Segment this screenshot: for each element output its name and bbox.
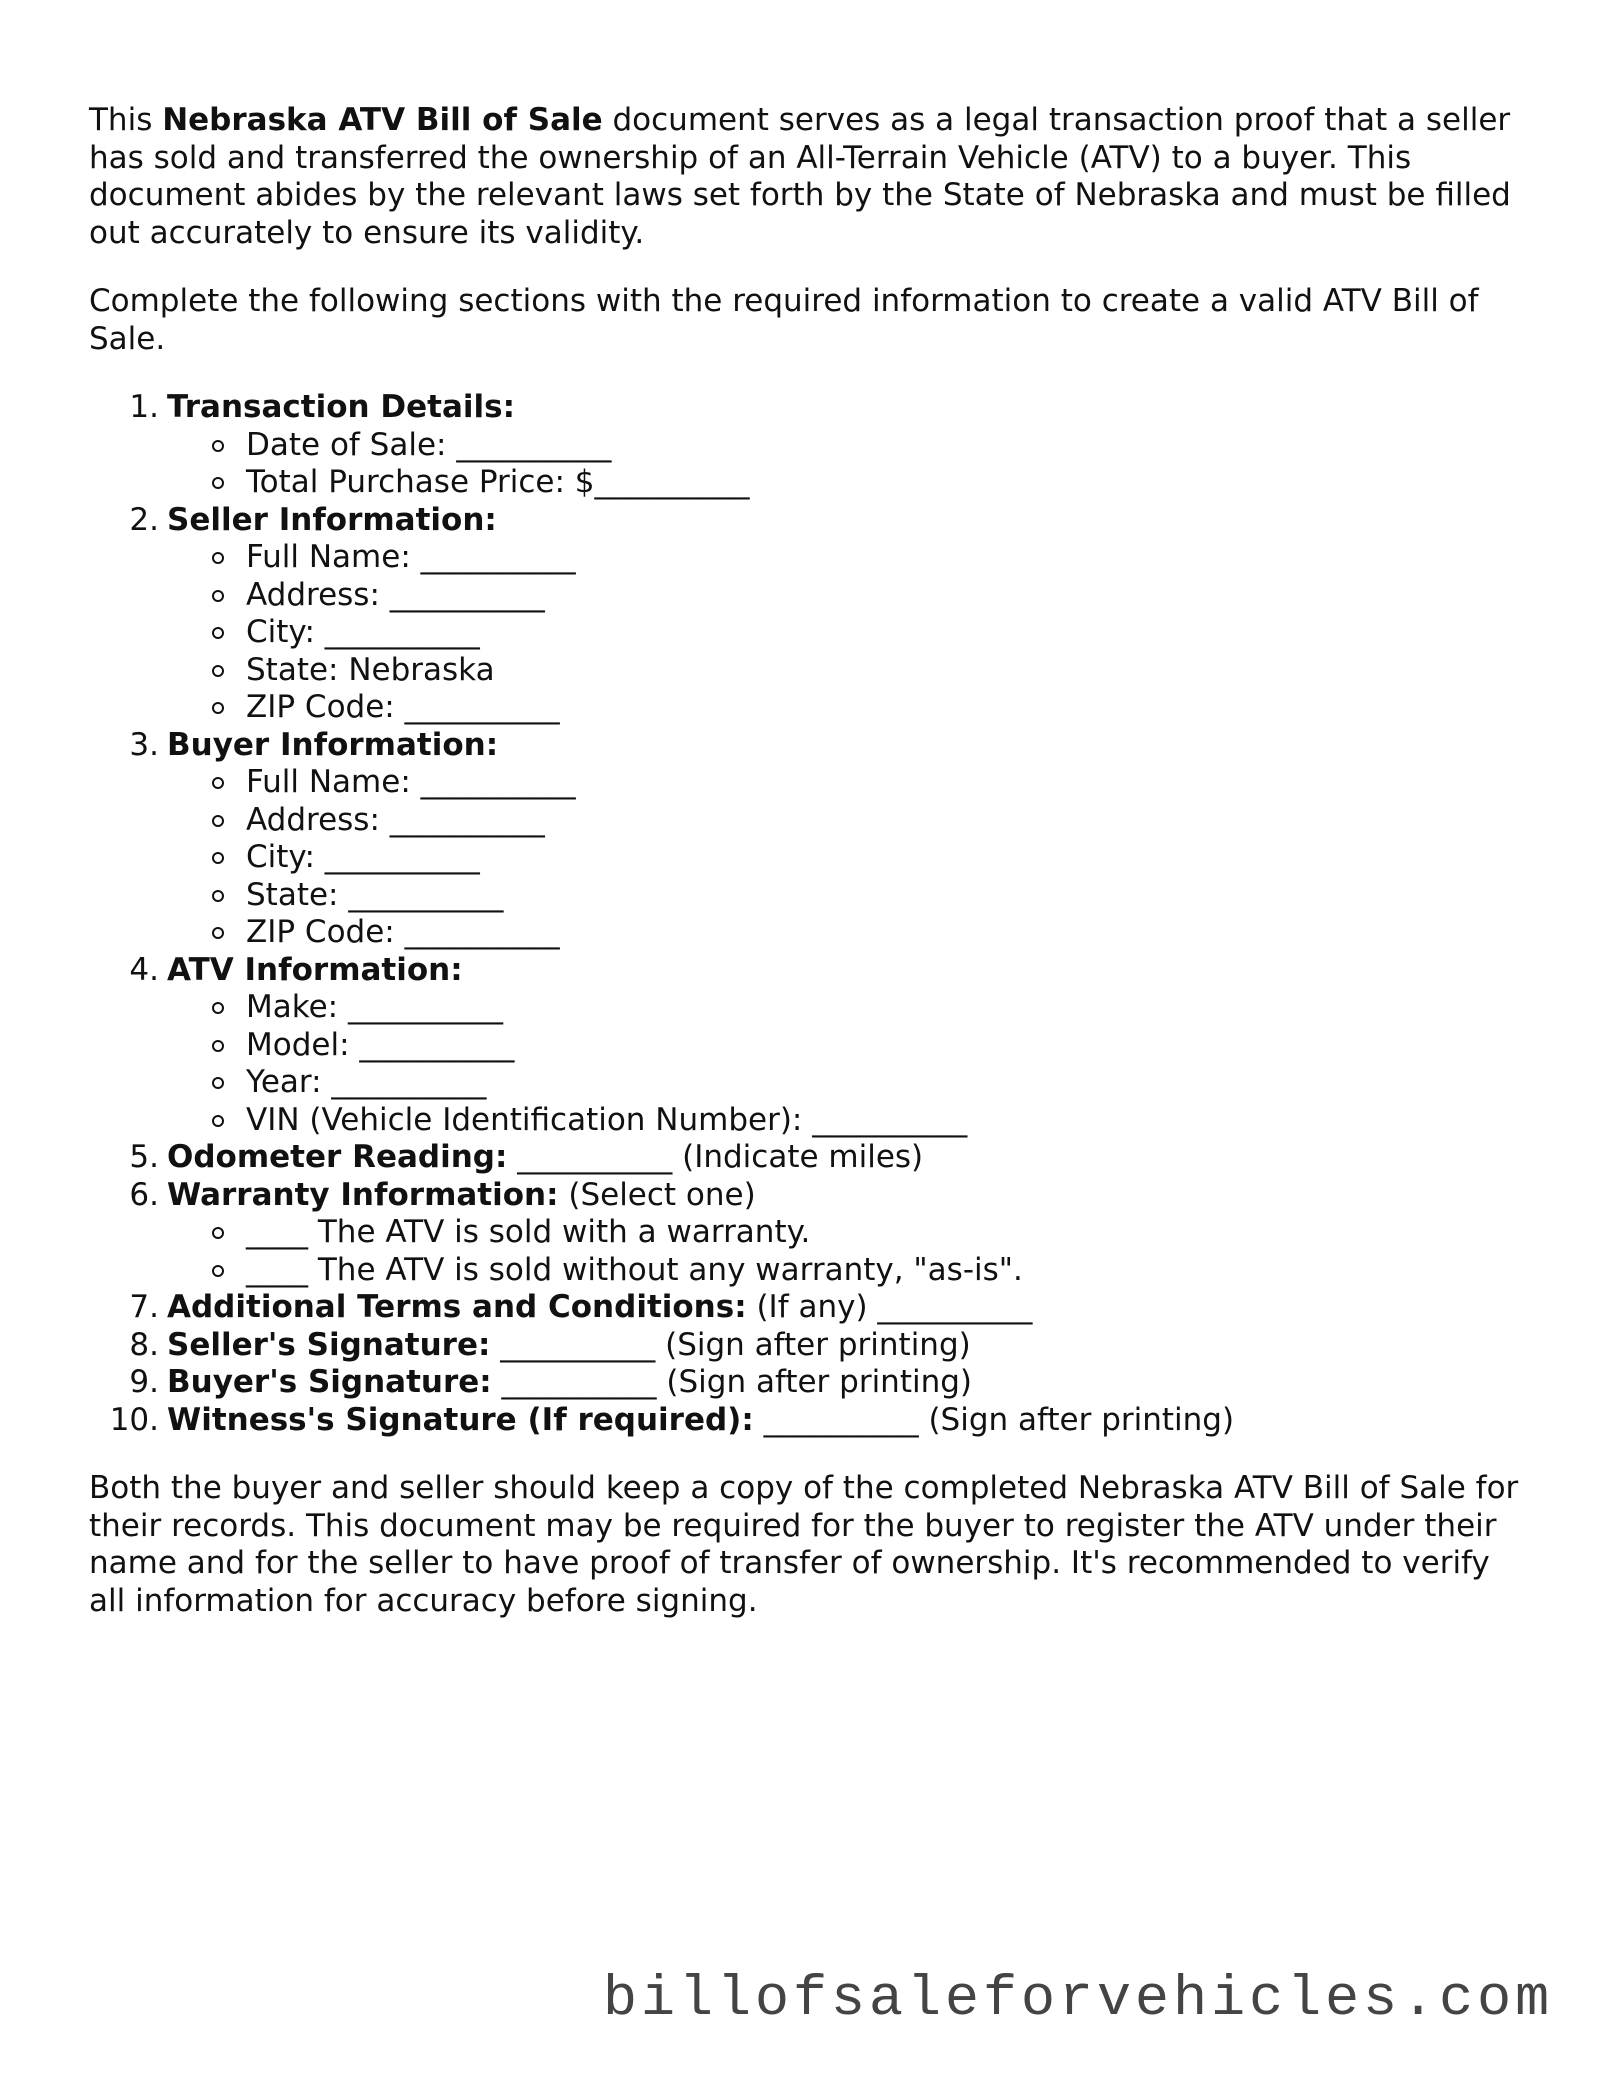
section-warranty-information	[89, 1177, 1529, 1290]
atv-model-field: Model: __________	[167, 1027, 1529, 1065]
circle-bullet-icon	[212, 552, 224, 564]
section-number: 1.	[129, 389, 159, 425]
circle-bullet-icon	[212, 477, 224, 489]
section-seller-information	[89, 502, 1529, 727]
section-field-text: __________ (Sign after printing)	[490, 1326, 971, 1363]
section-field-text: (If any) __________	[746, 1289, 1033, 1325]
section-heading: Buyer's Signature:	[167, 1364, 492, 1400]
buyer-fields	[167, 764, 1529, 952]
sections-list	[89, 389, 1529, 1439]
section-additional-terms	[89, 1289, 1529, 1327]
section-atv-information	[89, 952, 1529, 1140]
circle-bullet-icon	[212, 440, 224, 452]
seller-full-name-field: Full Name: __________	[167, 539, 1529, 577]
buyer-zip-field: ZIP Code: __________	[167, 914, 1529, 952]
circle-bullet-icon	[212, 852, 224, 864]
section-number: 5.	[129, 1139, 159, 1175]
site-watermark: billofsaleforvehicles.com	[602, 1968, 1553, 2032]
circle-bullet-icon	[212, 777, 224, 789]
section-number: 9.	[129, 1364, 159, 1400]
section-heading: Seller Information:	[167, 501, 497, 538]
circle-bullet-icon	[212, 1040, 224, 1052]
circle-bullet-icon	[212, 1265, 224, 1277]
section-heading: Odometer Reading:	[167, 1139, 508, 1175]
atv-vin-field: VIN (Vehicle Identification Number): __________	[167, 1102, 1529, 1140]
section-heading: Buyer Information:	[167, 726, 499, 763]
section-odometer-reading	[89, 1139, 1529, 1177]
atv-make-field: Make: __________	[167, 989, 1529, 1027]
intro-lead: This	[89, 102, 163, 138]
seller-state-field: State: Nebraska	[167, 652, 1529, 690]
section-heading: Witness's Signature (If required):	[167, 1401, 754, 1438]
buyer-city-field: City: __________	[167, 839, 1529, 877]
section-number: 4.	[129, 951, 159, 988]
seller-address-field: Address: __________	[167, 577, 1529, 615]
seller-fields	[167, 539, 1529, 727]
section-heading: Warranty Information:	[167, 1176, 559, 1213]
buyer-address-field: Address: __________	[167, 802, 1529, 840]
atv-year-field: Year: __________	[167, 1064, 1529, 1102]
section-buyer-information	[89, 727, 1529, 952]
section-number: 6.	[129, 1176, 159, 1213]
section-field-text: __________ (Sign after printing)	[491, 1364, 973, 1400]
circle-bullet-icon	[212, 1077, 224, 1089]
warranty-option-with: ____ The ATV is sold with a warranty.	[167, 1214, 1529, 1252]
circle-bullet-icon	[212, 665, 224, 677]
document-page	[89, 102, 1529, 1620]
transaction-fields	[167, 427, 1529, 502]
circle-bullet-icon	[212, 627, 224, 639]
section-field-text: __________ (Indicate miles)	[507, 1139, 924, 1175]
section-number: 7.	[129, 1289, 159, 1325]
document-title: Nebraska ATV Bill of Sale	[162, 102, 603, 138]
circle-bullet-icon	[212, 590, 224, 602]
circle-bullet-icon	[212, 890, 224, 902]
section-number: 8.	[129, 1326, 159, 1363]
circle-bullet-icon	[212, 815, 224, 827]
seller-city-field: City: __________	[167, 614, 1529, 652]
section-field-text: (Select one)	[558, 1176, 756, 1213]
section-transaction-details	[89, 389, 1529, 502]
section-number: 2.	[129, 501, 159, 538]
date-of-sale-field: Date of Sale: __________	[167, 427, 1529, 465]
intro-paragraph	[89, 102, 1529, 252]
section-number: 10.	[109, 1401, 159, 1438]
circle-bullet-icon	[212, 1115, 224, 1127]
section-number: 3.	[129, 726, 159, 763]
circle-bullet-icon	[212, 702, 224, 714]
buyer-state-field: State: __________	[167, 877, 1529, 915]
section-heading: ATV Information:	[167, 951, 463, 988]
seller-zip-field: ZIP Code: __________	[167, 689, 1529, 727]
closing-paragraph: Both the buyer and seller should keep a copy of the completed Nebraska ATV Bill of Sale for their records. This document may be required for the buyer to register the ATV under their name and for the seller to have proof of transfer of ownership. It's recommended to verify all information for accuracy before signing.	[89, 1470, 1519, 1619]
section-buyer-signature	[89, 1364, 1529, 1402]
circle-bullet-icon	[212, 927, 224, 939]
warranty-options	[167, 1214, 1529, 1289]
section-heading: Transaction Details:	[167, 389, 515, 425]
purchase-price-field: Total Purchase Price: $__________	[167, 464, 1529, 502]
circle-bullet-icon	[212, 1227, 224, 1239]
instructions-paragraph: Complete the following sections with the required information to create a valid ATV Bill of Sale.	[89, 283, 1479, 357]
atv-fields	[167, 989, 1529, 1139]
circle-bullet-icon	[212, 1002, 224, 1014]
section-heading: Additional Terms and Conditions:	[167, 1289, 747, 1325]
section-field-text: __________ (Sign after printing)	[753, 1401, 1235, 1438]
section-heading: Seller's Signature:	[167, 1326, 491, 1363]
section-seller-signature	[89, 1327, 1529, 1365]
warranty-option-as-is: ____ The ATV is sold without any warranty, "as-is".	[167, 1252, 1529, 1290]
intro-rest: document serves as a legal transaction proof that a seller has sold and transferred the ownership of an All-Terrain Vehicle (ATV) to a buyer. This document abides by the relevant laws set forth by the State of Nebraska and must be filled out accurately to ensure its validity.	[89, 102, 1511, 251]
section-witness-signature	[89, 1402, 1529, 1440]
buyer-full-name-field: Full Name: __________	[167, 764, 1529, 802]
